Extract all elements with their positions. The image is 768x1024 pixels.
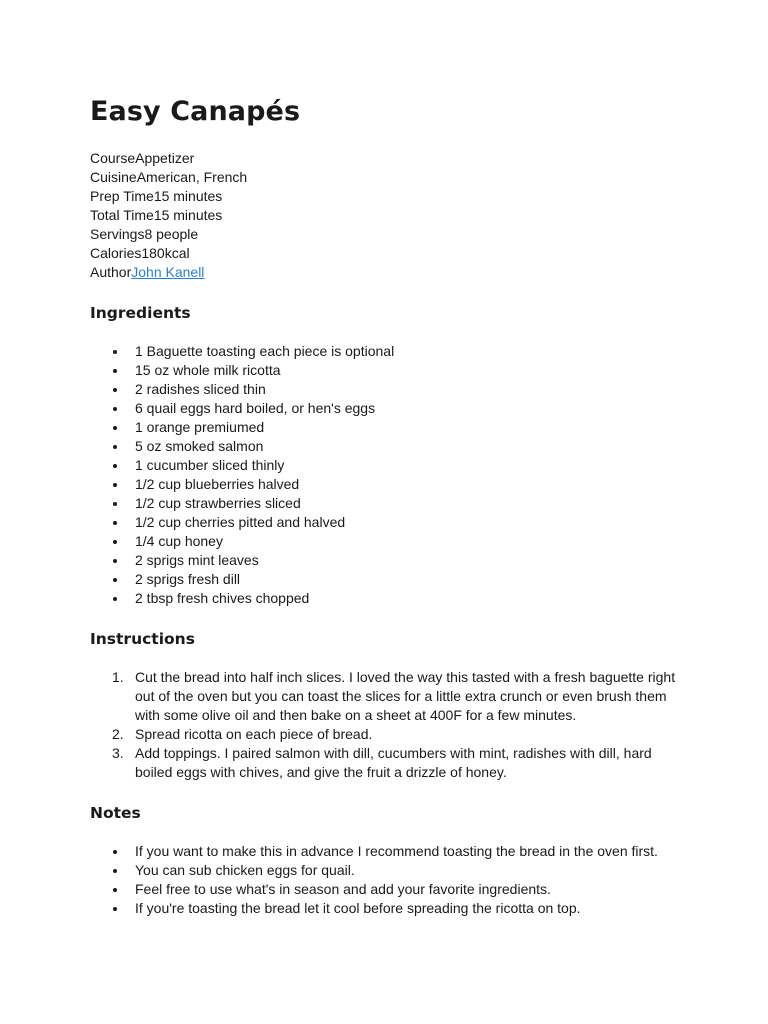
list-item: 1/2 cup strawberries sliced [90, 494, 678, 513]
step-number: 1. [112, 669, 124, 685]
author-link[interactable]: John Kanell [131, 264, 205, 280]
list-item: 1 orange premiumed [90, 418, 678, 437]
meta-label: Calories [90, 245, 142, 261]
list-item: 1 cucumber sliced thinly [90, 456, 678, 475]
list-item: 2 tbsp fresh chives chopped [90, 589, 678, 608]
list-item: Feel free to use what's in season and add your favorite ingredients. [90, 880, 678, 899]
list-item: You can sub chicken eggs for quail. [90, 861, 678, 880]
notes-heading: Notes [90, 804, 141, 822]
step-text: Add toppings. I paired salmon with dill, cucumbers with mint, radishes with dill, hard boiled eggs with chives, and give the fruit a drizzle of honey. [135, 745, 652, 780]
ingredients-heading: Ingredients [90, 304, 191, 322]
meta-label: Total Time [90, 207, 154, 223]
list-item: 2 sprigs fresh dill [90, 570, 678, 589]
instructions-heading: Instructions [90, 630, 195, 648]
recipe-meta [90, 149, 678, 282]
meta-value: 8 people [144, 226, 199, 242]
list-item: If you're toasting the bread let it cool before spreading the ricotta on top. [90, 899, 678, 918]
meta-value: 15 minutes [153, 207, 223, 223]
meta-row-author [90, 263, 678, 282]
page-title: Easy Canapés [90, 96, 301, 127]
instruction-step [90, 744, 678, 782]
meta-row-prep-time [90, 187, 678, 206]
list-item: 2 radishes sliced thin [90, 380, 678, 399]
list-item: 1/2 cup blueberries halved [90, 475, 678, 494]
instructions-list [90, 668, 678, 782]
list-item: 1/4 cup honey [90, 532, 678, 551]
instruction-step [90, 668, 678, 725]
meta-value: American, French [136, 169, 248, 185]
meta-label: Prep Time [90, 188, 154, 204]
ingredients-list [90, 342, 678, 608]
meta-value: Appetizer [135, 150, 195, 166]
list-item: 5 oz smoked salmon [90, 437, 678, 456]
meta-label: Servings [90, 226, 145, 242]
meta-value: 180kcal [141, 245, 190, 261]
meta-row-course [90, 149, 678, 168]
step-number: 2. [112, 726, 124, 742]
step-text: Cut the bread into half inch slices. I loved the way this tasted with a fresh baguette right out of the oven but you can toast the slices for a little extra crunch or even brush them with some olive oil and then bake on a sheet at 400F for a few minutes. [135, 669, 676, 723]
list-item: 1 Baguette toasting each piece is optional [90, 342, 678, 361]
meta-row-calories [90, 244, 678, 263]
step-text: Spread ricotta on each piece of bread. [135, 726, 373, 742]
list-item: 2 sprigs mint leaves [90, 551, 678, 570]
list-item: If you want to make this in advance I recommend toasting the bread in the oven first. [90, 842, 678, 861]
list-item: 6 quail eggs hard boiled, or hen's eggs [90, 399, 678, 418]
step-number: 3. [112, 745, 124, 761]
meta-row-total-time [90, 206, 678, 225]
list-item: 1/2 cup cherries pitted and halved [90, 513, 678, 532]
list-item: 15 oz whole milk ricotta [90, 361, 678, 380]
meta-row-cuisine [90, 168, 678, 187]
meta-row-servings [90, 225, 678, 244]
meta-label: Cuisine [90, 169, 137, 185]
meta-label: Course [90, 150, 136, 166]
meta-label: Author [90, 264, 132, 280]
notes-list [90, 842, 678, 918]
instruction-step [90, 725, 678, 744]
meta-value: 15 minutes [153, 188, 223, 204]
